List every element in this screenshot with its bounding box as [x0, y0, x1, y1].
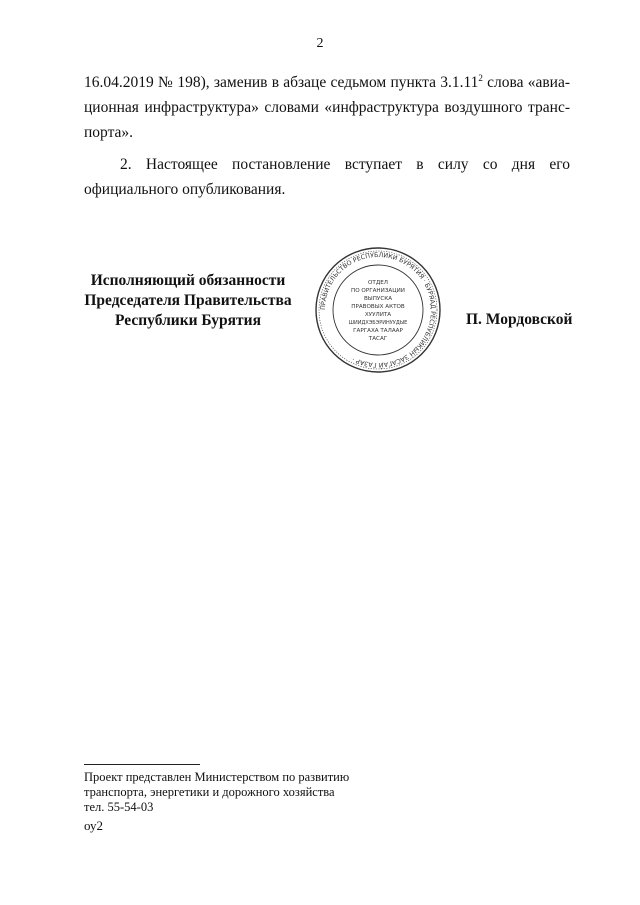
signatory-title-line-2: Председателя Правительства	[84, 292, 292, 309]
seal-outer-ring	[316, 248, 440, 372]
signatory-name: П. Мордовской	[466, 311, 573, 328]
seal-dotted-ring	[319, 251, 437, 369]
footnote	[84, 770, 504, 815]
seal-ring-text	[320, 252, 436, 370]
footnote-divider	[84, 764, 200, 765]
seal-line-7: ГАРГАХА ТАЛААР	[353, 328, 403, 334]
document-code: оу2	[84, 818, 104, 833]
footnote-line-1: Проект представлен Министерством по развитию	[84, 770, 350, 784]
seal-line-2: ПО ОРГАНИЗАЦИИ	[351, 288, 405, 294]
page-number: 2	[316, 36, 324, 51]
paragraph-amendment-text-end: слова «авиационная инфраструктура» словами «инфраструктура воздушного транспорта».	[84, 74, 570, 141]
paragraph-amendment	[84, 70, 570, 145]
footnote-line-2: транспорта, энергетики и дорожного хозяйства	[84, 785, 335, 799]
footnote-phone: тел. 55-54-03	[84, 800, 154, 814]
seal-line-8: ТАСАГ	[368, 336, 388, 342]
signatory-title-line-1: Исполняющий обязанности	[90, 272, 286, 289]
footnote-superscript: 2	[478, 73, 483, 83]
official-seal	[314, 246, 442, 374]
seal-line-6: ШИИДХЭБЭРИНУУДЫЕ	[348, 320, 408, 326]
seal-ring-text-path: ПРАВИТЕЛЬСТВО РЕСПУБЛИКИ БУРЯТИЯ · БУРЯАД РЕСПУБЛИКЫН ЗАСАГАЙ ГАЗАР ·	[319, 251, 437, 369]
seal-center-text	[349, 280, 408, 342]
paragraph-amendment-text: 16.04.2019 № 198), заменив в абзаце седьмом пункта 3.1.11	[84, 74, 479, 91]
signatory-title	[78, 271, 298, 331]
seal-line-4: ПРАВОВЫХ АКТОВ	[351, 304, 405, 310]
signatory-title-line-3: Республики Бурятия	[115, 312, 261, 329]
seal-line-5: ХУУЛИТА	[364, 312, 392, 318]
seal-line-1: ОТДЕЛ	[368, 280, 388, 286]
paragraph-effective-date: 2. Настоящее постановление вступает в силу со дня его официального опубликования.	[84, 156, 570, 198]
seal-line-3: ВЫПУСКА	[363, 296, 393, 302]
